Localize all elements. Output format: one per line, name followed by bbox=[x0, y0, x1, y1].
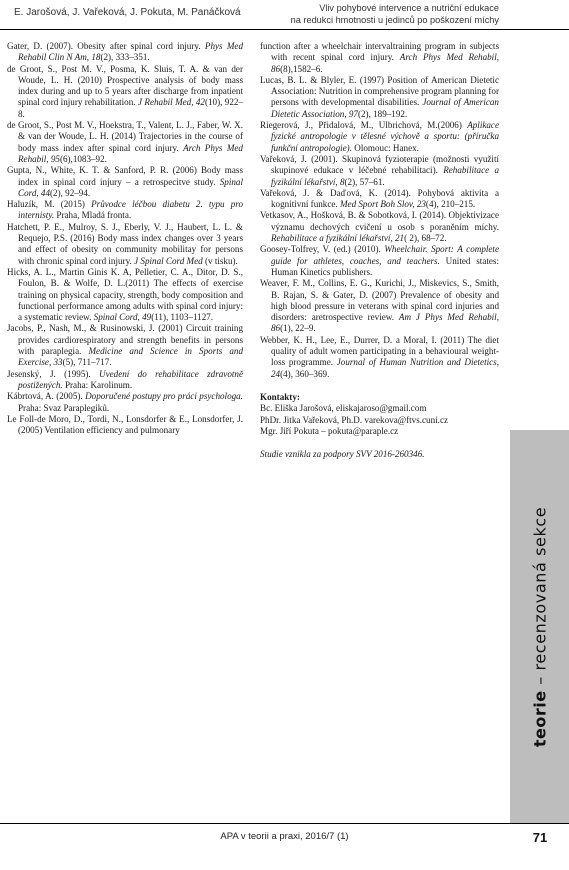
page-number: 71 bbox=[532, 830, 548, 845]
reference-source: Am J Phys Med Rehabil, 86 bbox=[271, 312, 499, 334]
reference-text: Jacobs, P., Nash, M., & Rusinowski, J. (2001) Circuit training provides cardiorespiratory and strength benefits in persons with paraplegia. bbox=[7, 323, 243, 357]
reference-entry bbox=[7, 267, 243, 323]
reference-entry bbox=[260, 278, 499, 334]
grant-acknowledgement: Studie vznikla za podpory SVV 2016-260346. bbox=[260, 449, 425, 460]
reference-entry bbox=[260, 188, 499, 211]
footer-divider bbox=[0, 823, 569, 824]
reference-text: (2), 57–61. bbox=[344, 176, 385, 187]
reference-source: Doporučené postupy pro práci psychologa. bbox=[85, 391, 244, 402]
reference-source: Rehabilitace a fyzikální lékařství, 8 bbox=[271, 165, 499, 187]
reference-text: (2), 189–192. bbox=[357, 108, 408, 119]
reference-text: (10), 922–8. bbox=[18, 97, 243, 119]
reference-source: Arch Phys Med Rehabil, 95 bbox=[18, 142, 243, 164]
reference-entry bbox=[7, 41, 243, 64]
right-column bbox=[260, 41, 499, 460]
reference-text: (5), 711–717. bbox=[62, 357, 112, 368]
reference-source: J Spinal Cord Med bbox=[134, 255, 203, 266]
reference-source: Průvodce léčbou diabetu 2. typu pro internisty. bbox=[18, 199, 244, 221]
header-article-title bbox=[269, 3, 499, 26]
reference-source: J Rehabil Med, 42 bbox=[137, 97, 205, 108]
reference-entry bbox=[260, 41, 499, 75]
reference-entry bbox=[260, 75, 499, 120]
reference-source: Wheelchair. Sport: A complete guide for athletes, coaches, and teachers. bbox=[271, 244, 499, 266]
reference-text: Vařeková, J. (2001). Skupinová fyzioterapie (možnosti využití skupinové edukace v léčebné rehabilitaci). bbox=[260, 153, 499, 176]
reference-source: Rehabilitace a fyzikální lékařství, 21 bbox=[271, 233, 405, 244]
reference-entry bbox=[7, 199, 243, 222]
reference-source: Spinal Cord, 44 bbox=[18, 176, 243, 198]
reference-text: Gater, D. (2007). Obesity after spinal cord injury. bbox=[7, 41, 205, 51]
reference-text: (8),1582–6. bbox=[280, 63, 323, 74]
reference-entry bbox=[7, 222, 243, 267]
contact-line: Bc. Eliška Jarošová, eliskajaroso@gmail.com bbox=[260, 403, 427, 414]
reference-text: (6),1083–92. bbox=[59, 153, 107, 164]
contacts-heading: Kontakty: bbox=[260, 391, 300, 402]
reference-entry bbox=[7, 120, 243, 165]
reference-text: function after a wheelchair intervaltraining program in subjects with recent spinal cord injury. bbox=[260, 41, 499, 63]
reference-text: Vetkasov, A., Hošková, B. & Sobotková, I. (2014). Objektivizace významu dechových cvičení u osob s poraněním míchy. bbox=[260, 210, 499, 232]
reference-source: Phys Med Rehabil Clin N Am, 18 bbox=[18, 41, 243, 63]
reference-text: Hatchett, P. E., Mulroy, S. J., Eberly, V. J., Haubert, L. L. & Requejo, P.S. (2016) Body mass index changes over 3 years and effect of obesity on community mobilitay for persons with chronic spinal cord injury. bbox=[7, 221, 243, 266]
header-title-line-2: na redukci hmotnosti u jedinců po poškození míchy bbox=[290, 14, 499, 25]
reference-text: Webber, K. H., Lee, E., Durrer, D. a Moral, I. (2011) The diet quality of adult women participating in a behavioural weight-loss programme. bbox=[260, 334, 499, 368]
reference-entry bbox=[260, 244, 499, 278]
reference-text: Praha: Svaz Paraplegiků. bbox=[18, 402, 110, 413]
reference-text: (11), 1103–1127. bbox=[151, 312, 214, 323]
header-authors: E. Jarošová, J. Vařeková, J. Pokuta, M. Panáčková bbox=[14, 7, 241, 18]
reference-entry bbox=[260, 335, 499, 380]
reference-text: (2), 333–351. bbox=[100, 52, 150, 63]
reference-list-right bbox=[260, 41, 499, 380]
reference-source: Journal of Human Nutrition and Dietetics, 24 bbox=[271, 357, 499, 379]
reference-text: Hicks, A. L., Martin Ginis K. A, Pelletier, C. A., Ditor, D. S., Foulon, B. & Wolfe, D. L.(2011) The effects of exercise training on physical capacity, strength, body composition and functional performance among adults with spinal cord injury: a systematic review. bbox=[7, 266, 243, 323]
reference-source: Spinal Cord, 49 bbox=[93, 312, 152, 323]
reference-text: (4), 360–369. bbox=[280, 368, 330, 379]
header-title-line-1: Vliv pohybové intervence a nutriční edukace bbox=[319, 3, 499, 13]
reference-text: de Groot, S., Post M. V., Hoekstra, T., Valent, L. J., Faber, W. X. & van der Woude, L. H. (2014) Trajectories in the course of body mass index after spinal cord injury. bbox=[7, 120, 243, 153]
reference-text: Vařeková, J. & Daďová, K. (2014). Pohybová aktivita a kognitivní funkce. bbox=[260, 187, 499, 210]
reference-text: Praha: Karolinum. bbox=[62, 379, 133, 390]
reference-source: Medicine and Science in Sports and Exercise, 33 bbox=[18, 346, 243, 368]
reference-source: Aplikace fyzické antropologie v tělesné výchově a sportu: (příručka funkční antropologie). bbox=[271, 120, 499, 153]
section-label-sub: – recenzovaná sekce bbox=[530, 506, 549, 690]
reference-text: Haluzík, M. (2015) bbox=[7, 199, 92, 210]
reference-text: de Groot, S., Post M. V., Posma, K. Sluis, T. A. & van der Woude, L. H. (2010) Prospective analysis of body mass index during and up to 5 years after discharge from inpatient spinal cord injury rehabilitation. bbox=[7, 63, 243, 108]
reference-entry bbox=[7, 391, 243, 414]
reference-text: United states: Human Kinetics publishers. bbox=[271, 255, 499, 277]
section-label bbox=[530, 506, 549, 746]
reference-entry bbox=[260, 210, 499, 244]
section-sidebar bbox=[510, 430, 569, 823]
reference-entry bbox=[7, 369, 243, 392]
reference-text: ( 2), 68–72. bbox=[404, 233, 447, 244]
footer-journal: APA v teorii a praxi, 2016/7 (1) bbox=[220, 831, 349, 842]
reference-source: Med Sport Boh Slov, 23 bbox=[339, 199, 426, 210]
reference-entry bbox=[7, 414, 243, 437]
reference-source: Journal of American Dietetic Association, 97 bbox=[271, 97, 499, 119]
reference-text: (4), 210–215. bbox=[425, 199, 476, 210]
contact-line: Mgr. Jiří Pokuta – pokuta@paraple.cz bbox=[260, 425, 399, 436]
reference-text: (1), 22–9. bbox=[280, 323, 316, 334]
reference-entry bbox=[7, 165, 243, 199]
reference-entry bbox=[7, 323, 243, 368]
reference-entry bbox=[260, 154, 499, 188]
reference-text: Praha, Mladá fronta. bbox=[54, 210, 132, 221]
reference-text: Goosey-Tolfrey, V. (ed.) (2010). bbox=[260, 244, 385, 255]
left-column bbox=[7, 41, 243, 436]
reference-text: (2), 92–94. bbox=[50, 187, 91, 198]
reference-list-left bbox=[7, 41, 243, 436]
reference-text: Riegerová, J., Přidalová, M., Ulbrichová, M.(2006) bbox=[260, 120, 468, 131]
reference-source: Uvedení do rehabilitace zdravotně postižených. bbox=[18, 368, 243, 390]
reference-source: Arch Phys Med Rehabil, 86 bbox=[271, 52, 500, 74]
reference-entry bbox=[7, 64, 243, 120]
contact-line: PhDr. Jitka Vařeková, Ph.D. varekova@ftvs.cuni.cz bbox=[260, 414, 449, 425]
reference-text: (v tisku). bbox=[202, 255, 238, 266]
header-divider bbox=[0, 29, 569, 30]
reference-text: Jesenský, J. (1995). bbox=[7, 368, 100, 379]
reference-text: Le Foll-de Moro, D., Tordi, N., Lonsdorfer & E., Lonsdorfer, J. (2005) Ventilation efficiency and pulmonary bbox=[7, 413, 243, 436]
section-label-main: teorie bbox=[530, 689, 549, 747]
reference-text: Lucas, B. L. & Blyler, E. (1997) Position of American Dietetic Association: Nutrition in comprehensive program planning for persons with developmental disabilities. bbox=[260, 74, 499, 108]
reference-entry bbox=[260, 120, 499, 154]
reference-text: Kábrtová, A. (2005). bbox=[7, 391, 86, 402]
reference-text: Weaver, F. M., Collins, E. G., Kurichi, J., Miskevics, S., Smith, B. Rajan, S. & Gater, D. (2007) Prevalence of obesity and high blood pressure in veterans with spinal cord injuries and disorders: aretrospective review. bbox=[260, 278, 499, 323]
reference-text: Gupta, N., White, K. T. & Sanford, P. R. (2006) Body mass index in spinal cord injury – a retrospecitve study. bbox=[7, 165, 243, 187]
reference-text: Olomouc: Hanex. bbox=[352, 142, 419, 153]
